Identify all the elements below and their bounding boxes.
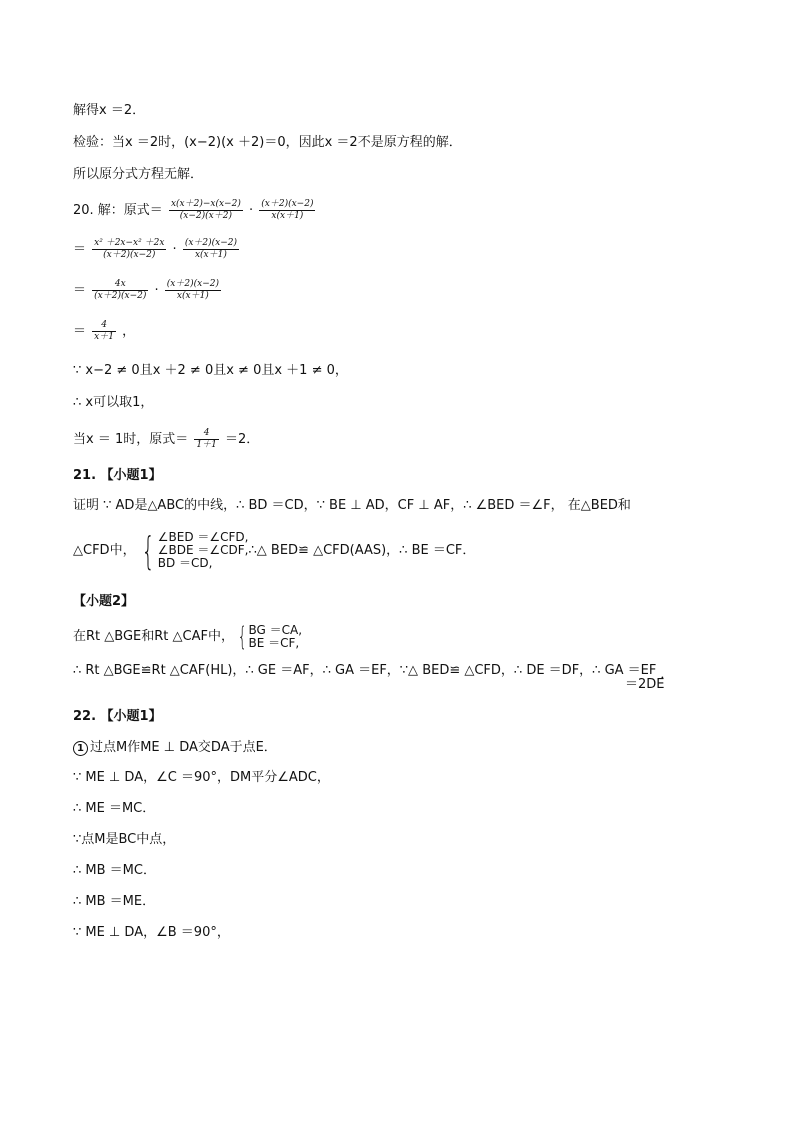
fraction: $\frac{4}{x+1}$ <box>94 320 114 342</box>
q22-line-6: ∴ MB ＝ME． <box>73 894 156 909</box>
left-brace: { <box>237 621 247 652</box>
q21-rt-line: 在Rt △BGE和Rt △CAF中， { BG ＝CA, BE ＝CF, <box>73 621 303 652</box>
left-brace: { <box>141 528 155 573</box>
q22-heading: 22. 【小题1】 <box>73 709 162 724</box>
fraction: $\frac{x(x+2)-x(x-2)}{(x-2)(x+2)}$ <box>170 199 241 221</box>
q20-line-3: ＝ $\frac{4x}{(x+2)(x-2)}$ · $\frac{(x+2)(x-2)}{x(x+1)}$ <box>73 279 219 301</box>
q21-conclusion-continued: ＝2DE <box>625 677 665 692</box>
q20-take-line: ∴ x可以取1， <box>73 395 154 410</box>
q21-proof-line-1: 证明 ∵ AD是△ABC的中线，∴ BD ＝CD，∵ BE ⊥ AD，CF ⊥ AF，∴ ∠BED ＝∠F， 在△BED和 <box>73 498 631 513</box>
q22-line-2: ∵ ME ⊥ DA，∠C ＝90°，DM平分∠ADC， <box>73 770 330 785</box>
q22-line-1: 1 过点M作ME ⊥ DA交DA于点E． <box>73 739 277 757</box>
fraction: $\frac{(x+2)(x-2)}{x(x+1)}$ <box>184 238 238 260</box>
fraction: $\frac{(x+2)(x-2)}{x(x+1)}$ <box>261 199 314 221</box>
fraction: $\frac{(x+2)(x-2)}{x(x+1)}$ <box>166 279 219 301</box>
fraction: $\frac{\text{x² ＋2x−x² ＋2x}}{(x+2)(x-2)}$ <box>94 238 165 260</box>
q20-result-line: 当x ＝ 1时，原式＝ $\frac{4}{1+1}$ ＝2． <box>73 428 260 450</box>
q20-line-4: ＝ $\frac{4}{x+1}$ ， <box>73 320 136 342</box>
q20-line-2: ＝ $\frac{\text{x² ＋2x−x² ＋2x}}{(x+2)(x-2)}$ · $\frac{(x+2)(x-2)}{x(x+1)}$ <box>73 238 238 260</box>
circled-number: 1 <box>73 741 88 756</box>
q21-conclusion-line: ∴ Rt △BGE≌Rt △CAF(HL)，∴ GE ＝AF，∴ GA ＝EF，∵△ BED≌ △CFD，∴ DE ＝DF，∴ GA ＝EF ． <box>73 663 674 682</box>
q20-condition-line: ∵ x−2 ≠ 0且x ＋2 ≠ 0且x ≠ 0且x ＋1 ≠ 0， <box>73 363 348 378</box>
check-line: 检验：当x ＝2时，(x−2)(x ＋2)＝0，因此x ＝2不是原方程的解． <box>73 135 462 150</box>
q22-line-7: ∵ ME ⊥ DA，∠B ＝90°， <box>73 925 230 940</box>
conclusion-line: 所以原分式方程无解． <box>73 167 204 182</box>
q21-heading: 21. 【小题1】 <box>73 468 162 483</box>
q22-line-3: ∴ ME ＝MC． <box>73 801 156 816</box>
q21-proof-line-2: △CFD中， { ∠BED ＝∠CFD, ∠BDE ＝∠CDF, BD ＝CD, ∴△ BED≌ △CFD(AAS)，∴ BE ＝CF． <box>73 528 476 573</box>
q21-sub2-heading: 【小题2】 <box>73 594 135 609</box>
q20-line-1: 20. 解：原式＝ $\frac{x(x+2)-x(x-2)}{(x-2)(x+2)}$ · $\frac{(x+2)(x-2)}{x(x+1)}$ <box>73 199 314 221</box>
equation-system: ∠BED ＝∠CFD, ∠BDE ＝∠CDF, BD ＝CD, <box>157 530 249 570</box>
solve-result-line: 解得x ＝2． <box>73 103 146 118</box>
equation-system: BG ＝CA, BE ＝CF, <box>248 622 303 650</box>
q22-line-5: ∴ MB ＝MC． <box>73 863 156 878</box>
fraction: $\frac{4}{1+1}$ <box>196 428 217 450</box>
fraction: $\frac{4x}{(x+2)(x-2)}$ <box>94 279 147 301</box>
q22-line-4: ∵点M是BC中点， <box>73 832 176 847</box>
